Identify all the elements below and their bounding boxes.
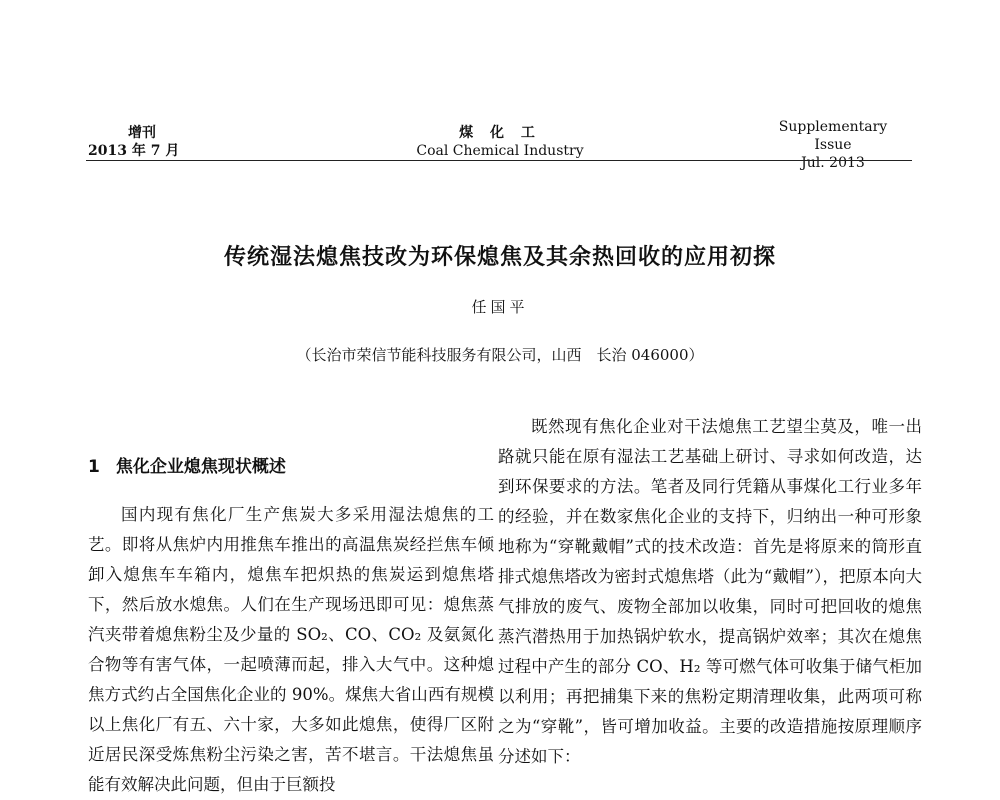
section-number: 1: [88, 457, 100, 477]
left-column: [88, 500, 494, 800]
section-heading: [88, 452, 286, 477]
article-author: 任国平: [471, 298, 529, 316]
left-paragraph: 国内现有焦化厂生产焦炭大多采用湿法熄焦的工艺。即将从焦炉内用推焦车推出的高温焦炭经拦焦车倾卸入熄焦车车箱内，熄焦车把炽热的焦炭运到熄焦塔下，然后放水熄焦。人们在生产现场迅即可见：熄焦蒸汽夹带着熄焦粉尘及少量的 SO₂、CO、CO₂ 及氨氮化合物等有害气体，一起喷薄而起，排入大气中。这种熄焦方式约占全国焦化企业的 90%。煤焦大省山西有规模以上焦化厂有五、六十家，大多如此熄焦，使得厂区附近居民深受炼焦粉尘污染之害，苦不堪言。干法熄焦虽能有效解决此问题，但由于巨额投: [88, 505, 494, 794]
right-paragraph: 既然现有焦化企业对干法熄焦工艺望尘莫及，唯一出路就只能在原有湿法工艺基础上研讨、寻求如何改造，达到环保要求的方法。笔者及同行凭籍从事煤化工行业多年的经验，并在数家焦化企业的支持下，归纳出一种可形象地称为“穿靴戴帽”式的技术改造：首先是将原来的筒形直排式熄焦塔改为密封式熄焦塔（此为“戴帽”），把原本向大气排放的废气、废物全部加以收集，同时可把回收的熄焦蒸汽潜热用于加热锅炉软水，提高锅炉效率；其次在熄焦过程中产生的部分 CO、H₂ 等可燃气体可收集于储气柜加以利用；再把捕集下来的焦粉定期清理收集，此两项可称之为“穿靴”，皆可增加收益。主要的改造措施按原理顺序分述如下：: [498, 417, 922, 766]
journal-name-en: Coal Chemical Industry: [416, 143, 584, 159]
issue-label-en: Supplementary Issue: [778, 119, 888, 153]
header-center: [400, 124, 600, 160]
header-right: [762, 118, 904, 172]
right-column: [498, 412, 922, 772]
section-title: 焦化企业熄焦现状概述: [115, 457, 286, 477]
issue-date-en: Jul. 2013: [801, 155, 865, 171]
issue-label: 增刊: [128, 125, 156, 141]
issue-date: 2013 年 7 月: [88, 143, 180, 159]
article-title: 传统湿法熄焦技改为环保熄焦及其余热回收的应用初探: [223, 245, 776, 270]
article-affiliation: （长治市荣信节能科技服务有限公司，山西 长治 046000）: [296, 346, 704, 364]
header-rule: [86, 160, 912, 161]
journal-name-cn: 煤 化 工: [459, 125, 541, 141]
header-left: [88, 124, 179, 160]
